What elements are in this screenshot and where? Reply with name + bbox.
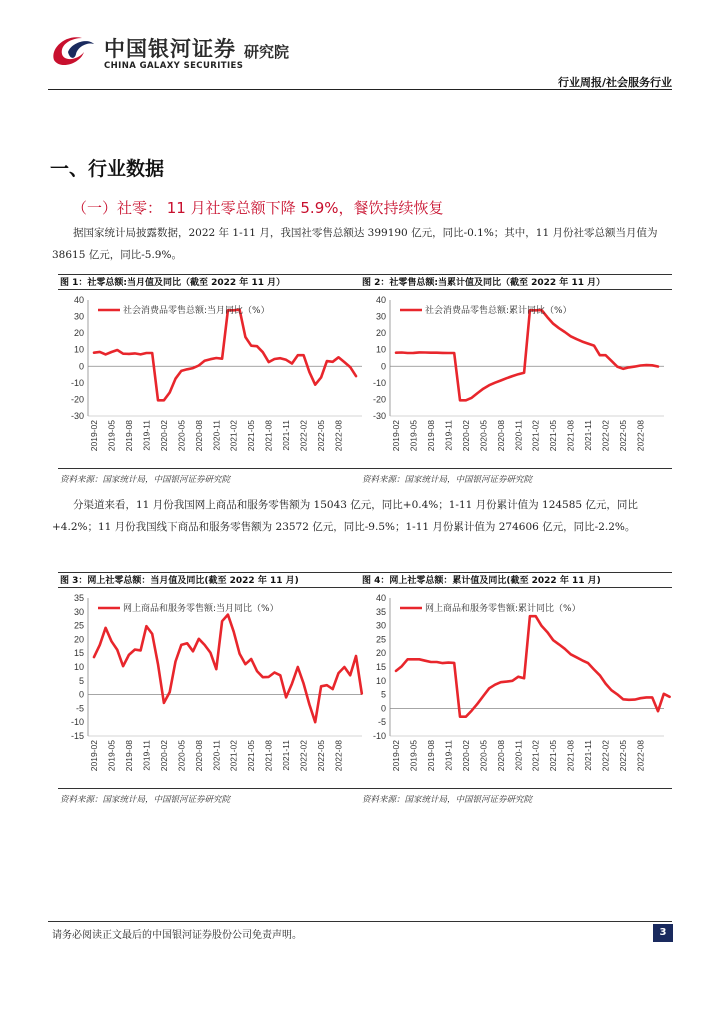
- x-tick-label: 2019-08: [123, 420, 134, 452]
- x-tick-label: 2022-08: [333, 420, 344, 452]
- x-tick-label: 2019-11: [141, 420, 152, 451]
- x-tick-label: 2020-08: [495, 740, 506, 772]
- x-tick-label: 2020-05: [176, 420, 187, 452]
- figure-caption: 图 4：网上社零总额：累计值及同比(截至 2022 年 11 月): [360, 572, 672, 588]
- y-tick-label: 5: [380, 689, 386, 700]
- series-line: [396, 310, 658, 400]
- y-tick-label: 30: [73, 606, 84, 617]
- x-tick-label: 2019-05: [106, 740, 117, 772]
- y-tick-label: 15: [73, 648, 84, 659]
- x-tick-label: 2019-02: [391, 740, 401, 772]
- y-tick-label: -20: [70, 394, 84, 405]
- x-tick-label: 2022-08: [333, 740, 344, 772]
- x-tick-label: 2019-05: [408, 420, 419, 452]
- x-tick-label: 2021-08: [565, 740, 576, 772]
- x-tick-label: 2022-05: [316, 420, 327, 452]
- y-tick-label: -15: [70, 731, 84, 741]
- section-title: 一、行业数据: [50, 158, 165, 180]
- x-tick-label: 2022-05: [316, 740, 327, 772]
- x-tick-label: 2021-02: [228, 740, 239, 772]
- x-tick-label: 2021-08: [565, 420, 576, 452]
- report-category: 行业周报/社会服务行业: [557, 76, 672, 89]
- x-tick-label: 2019-05: [408, 740, 419, 772]
- y-tick-label: -10: [70, 377, 84, 388]
- y-tick-label: 10: [73, 344, 84, 355]
- x-tick-label: 2020-05: [176, 740, 187, 772]
- series-line: [94, 310, 356, 401]
- y-tick-label: 0: [380, 361, 386, 372]
- y-tick-label: 5: [78, 675, 84, 686]
- paragraph-channels: 分渠道来看，11 月份我国网上商品和服务零售额为 15043 亿元，同比+0.4%；1-11 月份累计值为 124585 亿元，同比+4.2%；11 月份我国线下商品和服务零售额为 23572 亿元，同比-9.5%；1-11 月份累计值为 274606 亿元，同比-2.2%。: [52, 499, 638, 533]
- y-tick-label: -10: [70, 717, 84, 728]
- x-tick-label: 2021-05: [246, 740, 257, 772]
- x-tick-label: 2021-11: [281, 740, 292, 771]
- y-tick-label: -20: [372, 394, 386, 405]
- y-tick-label: 30: [73, 311, 84, 322]
- chart-online-cumulative: [360, 590, 672, 786]
- y-tick-label: 30: [375, 311, 386, 322]
- y-tick-label: 35: [73, 593, 84, 603]
- brand-name-en: CHINA GALAXY SECURITIES: [104, 61, 244, 71]
- x-tick-label: 2019-08: [425, 740, 436, 772]
- figure-source: 资料来源：国家统计局，中国银河证券研究院: [360, 788, 672, 805]
- subsection-title: （一）社零： 11 月社零总额下降 5.9%，餐饮持续恢复: [72, 199, 444, 217]
- x-tick-label: 2021-11: [583, 420, 594, 451]
- y-tick-label: 15: [375, 662, 386, 672]
- x-tick-label: 2020-11: [211, 740, 222, 771]
- x-tick-label: 2021-11: [583, 740, 594, 771]
- figure-source: 资料来源：国家统计局，中国银河证券研究院: [360, 468, 672, 485]
- chart-retail-cumulative: [360, 292, 672, 466]
- paragraph-retail-total: 据国家统计局披露数据，2022 年 1-11 月，我国社零售总额达 399190 亿元，同比-0.1%；其中，11 月份社零总额当月值为 38615 亿元，同比-5.9%。: [52, 227, 658, 261]
- x-tick-label: 2020-02: [158, 420, 169, 452]
- y-tick-label: -5: [377, 717, 386, 728]
- page-number: 3: [653, 924, 673, 942]
- figure-source: 资料来源：国家统计局，中国银河证券研究院: [58, 468, 370, 485]
- y-tick-label: 30: [375, 620, 386, 631]
- x-tick-label: 2019-02: [89, 420, 99, 452]
- figure-source: 资料来源：国家统计局，中国银河证券研究院: [58, 788, 370, 805]
- y-tick-label: -10: [372, 731, 386, 741]
- x-tick-label: 2022-02: [600, 420, 611, 452]
- y-tick-label: 25: [73, 620, 84, 631]
- institute-name: 研究院: [244, 43, 290, 61]
- x-tick-label: 2022-05: [618, 740, 629, 772]
- x-tick-label: 2021-11: [281, 420, 292, 451]
- page-header: [0, 0, 724, 92]
- x-tick-label: 2019-02: [391, 420, 401, 452]
- y-tick-label: 20: [375, 328, 386, 339]
- x-tick-label: 2021-02: [530, 740, 541, 772]
- y-tick-label: -5: [75, 703, 84, 714]
- x-tick-label: 2021-08: [263, 740, 274, 772]
- y-tick-label: 0: [78, 689, 84, 700]
- y-tick-label: 40: [73, 295, 84, 305]
- x-tick-label: 2019-05: [106, 420, 117, 452]
- y-tick-label: 0: [380, 703, 386, 714]
- x-tick-label: 2020-05: [478, 420, 489, 452]
- y-tick-label: 20: [375, 648, 386, 659]
- x-tick-label: 2021-08: [263, 420, 274, 452]
- y-tick-label: 25: [375, 634, 386, 645]
- legend-label: 网上商品和服务零售额:当月同比（%）: [123, 604, 279, 614]
- figure-caption: 图 2：社零售总额:当累计值及同比（截至 2022 年 11 月）: [360, 274, 672, 290]
- x-tick-label: 2022-02: [298, 740, 309, 772]
- x-tick-label: 2022-02: [298, 420, 309, 452]
- y-tick-label: 10: [73, 662, 84, 672]
- x-tick-label: 2019-11: [443, 740, 454, 771]
- x-tick-label: 2020-11: [513, 740, 524, 771]
- x-tick-label: 2022-02: [600, 740, 611, 772]
- y-tick-label: 10: [375, 675, 386, 686]
- x-tick-label: 2020-05: [478, 740, 489, 772]
- x-tick-label: 2022-05: [618, 420, 629, 452]
- legend-label: 社会消费品零售总额:累计同比（%）: [425, 306, 572, 316]
- legend-label: 网上商品和服务零售额:累计同比（%）: [425, 604, 581, 614]
- x-tick-label: 2019-11: [443, 420, 454, 451]
- y-tick-label: -30: [70, 411, 84, 421]
- brand-name-cn: 中国银河证券: [104, 37, 236, 61]
- y-tick-label: 40: [375, 295, 386, 305]
- galaxy-logo-icon: [48, 30, 98, 70]
- x-tick-label: 2021-05: [548, 740, 559, 772]
- x-tick-label: 2020-11: [211, 420, 222, 451]
- x-tick-label: 2019-02: [89, 740, 99, 772]
- y-tick-label: 10: [375, 344, 386, 355]
- x-tick-label: 2019-08: [123, 740, 134, 772]
- y-tick-label: 0: [78, 361, 84, 372]
- x-tick-label: 2020-08: [495, 420, 506, 452]
- figure-caption: 图 3：网上社零总额：当月值及同比(截至 2022 年 11 月): [58, 572, 370, 588]
- y-tick-label: 35: [375, 606, 386, 617]
- header-divider: [48, 89, 672, 90]
- legend-label: 社会消费品零售总额:当月同比（%）: [123, 306, 270, 316]
- x-tick-label: 2019-11: [141, 740, 152, 771]
- chart-online-monthly: [58, 590, 370, 786]
- y-tick-label: -10: [372, 377, 386, 388]
- x-tick-label: 2020-11: [513, 420, 524, 451]
- footer-divider: [48, 921, 672, 922]
- x-tick-label: 2020-08: [193, 740, 204, 772]
- series-line: [396, 616, 670, 717]
- x-tick-label: 2020-08: [193, 420, 204, 452]
- series-line: [94, 615, 362, 723]
- figure-caption: 图 1：社零总额:当月值及同比（截至 2022 年 11 月）: [58, 274, 370, 290]
- footer-disclaimer: 请务必阅读正文最后的中国银河证券股份公司免责声明。: [52, 930, 302, 941]
- x-tick-label: 2021-02: [530, 420, 541, 452]
- x-tick-label: 2020-02: [460, 740, 471, 772]
- x-tick-label: 2022-08: [635, 740, 646, 772]
- x-tick-label: 2020-02: [460, 420, 471, 452]
- x-tick-label: 2020-02: [158, 740, 169, 772]
- x-tick-label: 2021-05: [548, 420, 559, 452]
- x-tick-label: 2021-02: [228, 420, 239, 452]
- x-tick-label: 2022-08: [635, 420, 646, 452]
- y-tick-label: 40: [375, 593, 386, 603]
- x-tick-label: 2021-05: [246, 420, 257, 452]
- y-tick-label: -30: [372, 411, 386, 421]
- chart-retail-monthly: [58, 292, 370, 466]
- y-tick-label: 20: [73, 634, 84, 645]
- y-tick-label: 20: [73, 328, 84, 339]
- x-tick-label: 2019-08: [425, 420, 436, 452]
